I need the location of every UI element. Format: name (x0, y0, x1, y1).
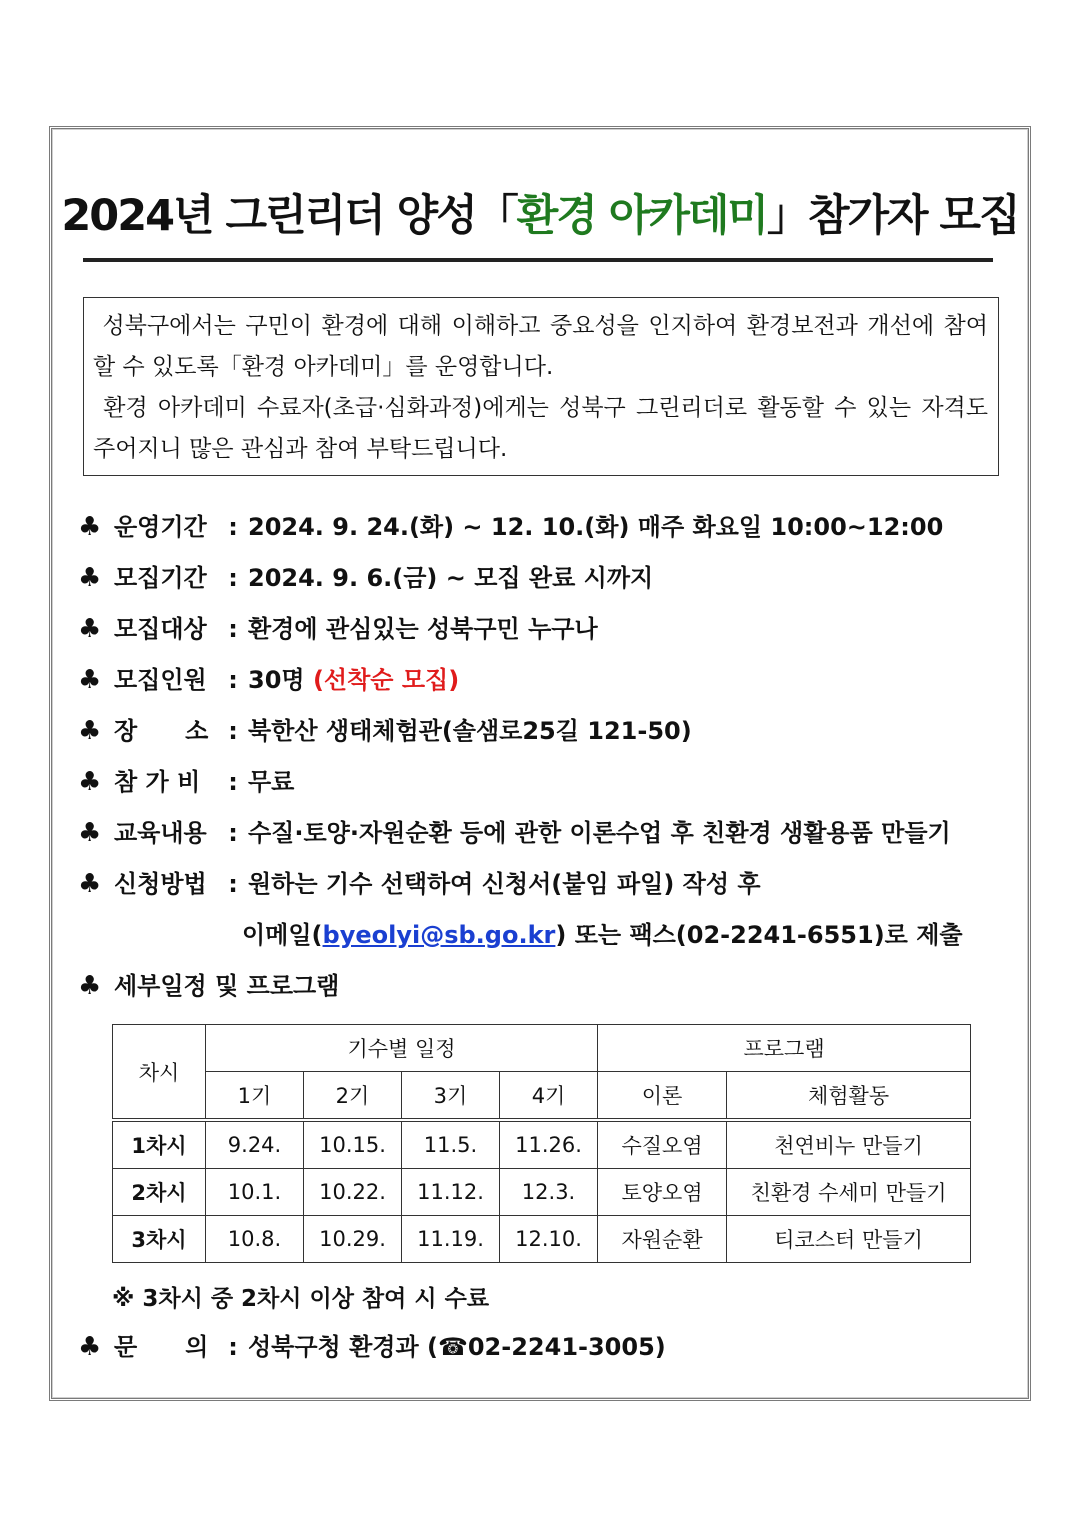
info-item-target: ♣ 모집대상 : 환경에 관심있는 성북구민 누구나 (78, 608, 1018, 659)
club-suit-icon: ♣ (78, 767, 102, 797)
table-header-row (113, 1025, 971, 1072)
schedule-table (112, 1024, 971, 1263)
col-activity: 체험활동 (727, 1072, 971, 1121)
theory-cell: 자원순환 (598, 1216, 727, 1263)
info-item-location: ♣ 장 소 : 북한산 생태체험관(솔샘로25길 121-50) (78, 710, 1018, 761)
session-cell: 1차시 (113, 1120, 206, 1169)
info-item-capacity: ♣ 모집인원 : 30명 (선착순 모집) (78, 659, 1018, 710)
table-subheader-row (113, 1072, 971, 1121)
theory-cell: 수질오염 (598, 1120, 727, 1169)
col-cohort: 4기 (500, 1072, 598, 1121)
date-cell: 11.19. (402, 1216, 500, 1263)
schedule-heading: ♣ 세부일정 및 프로그램 (78, 965, 1018, 1016)
date-cell: 10.1. (206, 1169, 304, 1216)
activity-cell: 친환경 수세미 만들기 (727, 1169, 971, 1216)
group-schedule: 기수별 일정 (206, 1025, 598, 1072)
date-cell: 10.8. (206, 1216, 304, 1263)
club-suit-icon: ♣ (78, 1332, 102, 1362)
date-cell: 11.5. (402, 1120, 500, 1169)
group-program: 프로그램 (598, 1025, 971, 1072)
info-item-recruit-period: ♣ 모집기간 : 2024. 9. 6.(금) ~ 모집 완료 시까지 (78, 557, 1018, 608)
club-suit-icon: ♣ (78, 614, 102, 644)
date-cell: 10.15. (304, 1120, 402, 1169)
col-cohort: 1기 (206, 1072, 304, 1121)
club-suit-icon: ♣ (78, 716, 102, 746)
title-suffix: 」참가자 모집 (766, 191, 1019, 241)
theory-cell: 토양오염 (598, 1169, 727, 1216)
table-row (113, 1120, 971, 1169)
date-cell: 10.29. (304, 1216, 402, 1263)
activity-cell: 티코스터 만들기 (727, 1216, 971, 1263)
date-cell: 9.24. (206, 1120, 304, 1169)
session-cell: 3차시 (113, 1216, 206, 1263)
info-item-apply-continued: 이메일(byeolyi@sb.go.kr) 또는 팩스(02-2241-6551)로 제출 (242, 921, 963, 949)
completion-note: ※ 3차시 중 2차시 이상 참여 시 수료 (112, 1286, 490, 1312)
info-item-apply: ♣ 신청방법 : 원하는 기수 선택하여 신청서(붙임 파일) 작성 후 (78, 863, 1018, 914)
intro-box (83, 297, 999, 476)
date-cell: 11.26. (500, 1120, 598, 1169)
club-suit-icon: ♣ (78, 869, 102, 899)
club-suit-icon: ♣ (78, 971, 102, 1001)
date-cell: 10.22. (304, 1169, 402, 1216)
date-cell: 12.10. (500, 1216, 598, 1263)
club-suit-icon: ♣ (78, 818, 102, 848)
info-list (78, 506, 1018, 1016)
info-item-content: ♣ 교육내용 : 수질·토양·자원순환 등에 관한 이론수업 후 친환경 생활용품 만들기 (78, 812, 1018, 863)
club-suit-icon: ♣ (78, 563, 102, 593)
activity-cell: 천연비누 만들기 (727, 1120, 971, 1169)
info-item-fee: ♣ 참 가 비 : 무료 (78, 761, 1018, 812)
session-cell: 2차시 (113, 1169, 206, 1216)
table-row (113, 1169, 971, 1216)
title-divider (83, 258, 993, 262)
title-highlight: 환경 아카데미 (516, 191, 767, 241)
col-cohort: 3기 (402, 1072, 500, 1121)
table-row (113, 1216, 971, 1263)
page-title (0, 186, 1080, 246)
contact-item: ♣ 문 의 : 성북구청 환경과 (☎02-2241-3005) (78, 1326, 666, 1368)
club-suit-icon: ♣ (78, 665, 102, 695)
intro-paragraph-1: 성북구에서는 구민이 환경에 대해 이해하고 중요성을 인지하여 환경보전과 개선에 참여할 수 있도록「환경 아카데미」를 운영합니다. (93, 313, 988, 380)
info-item-period: ♣ 운영기간 : 2024. 9. 24.(화) ~ 12. 10.(화) 매주 화요일 10:00~12:00 (78, 506, 1018, 557)
club-suit-icon: ♣ (78, 512, 102, 542)
intro-paragraph-2: 환경 아카데미 수료자(초급·심화과정)에게는 성북구 그린리더로 활동할 수 있는 자격도 주어지니 많은 관심과 참여 부탁드립니다. (93, 395, 988, 462)
email-link[interactable]: byeolyi@sb.go.kr (322, 921, 556, 949)
date-cell: 12.3. (500, 1169, 598, 1216)
col-cohort: 2기 (304, 1072, 402, 1121)
col-theory: 이론 (598, 1072, 727, 1121)
title-prefix: 2024년 그린리더 양성「 (61, 191, 517, 241)
date-cell: 11.12. (402, 1169, 500, 1216)
first-come-note: (선착순 모집) (312, 666, 460, 694)
col-session: 차시 (113, 1025, 206, 1121)
